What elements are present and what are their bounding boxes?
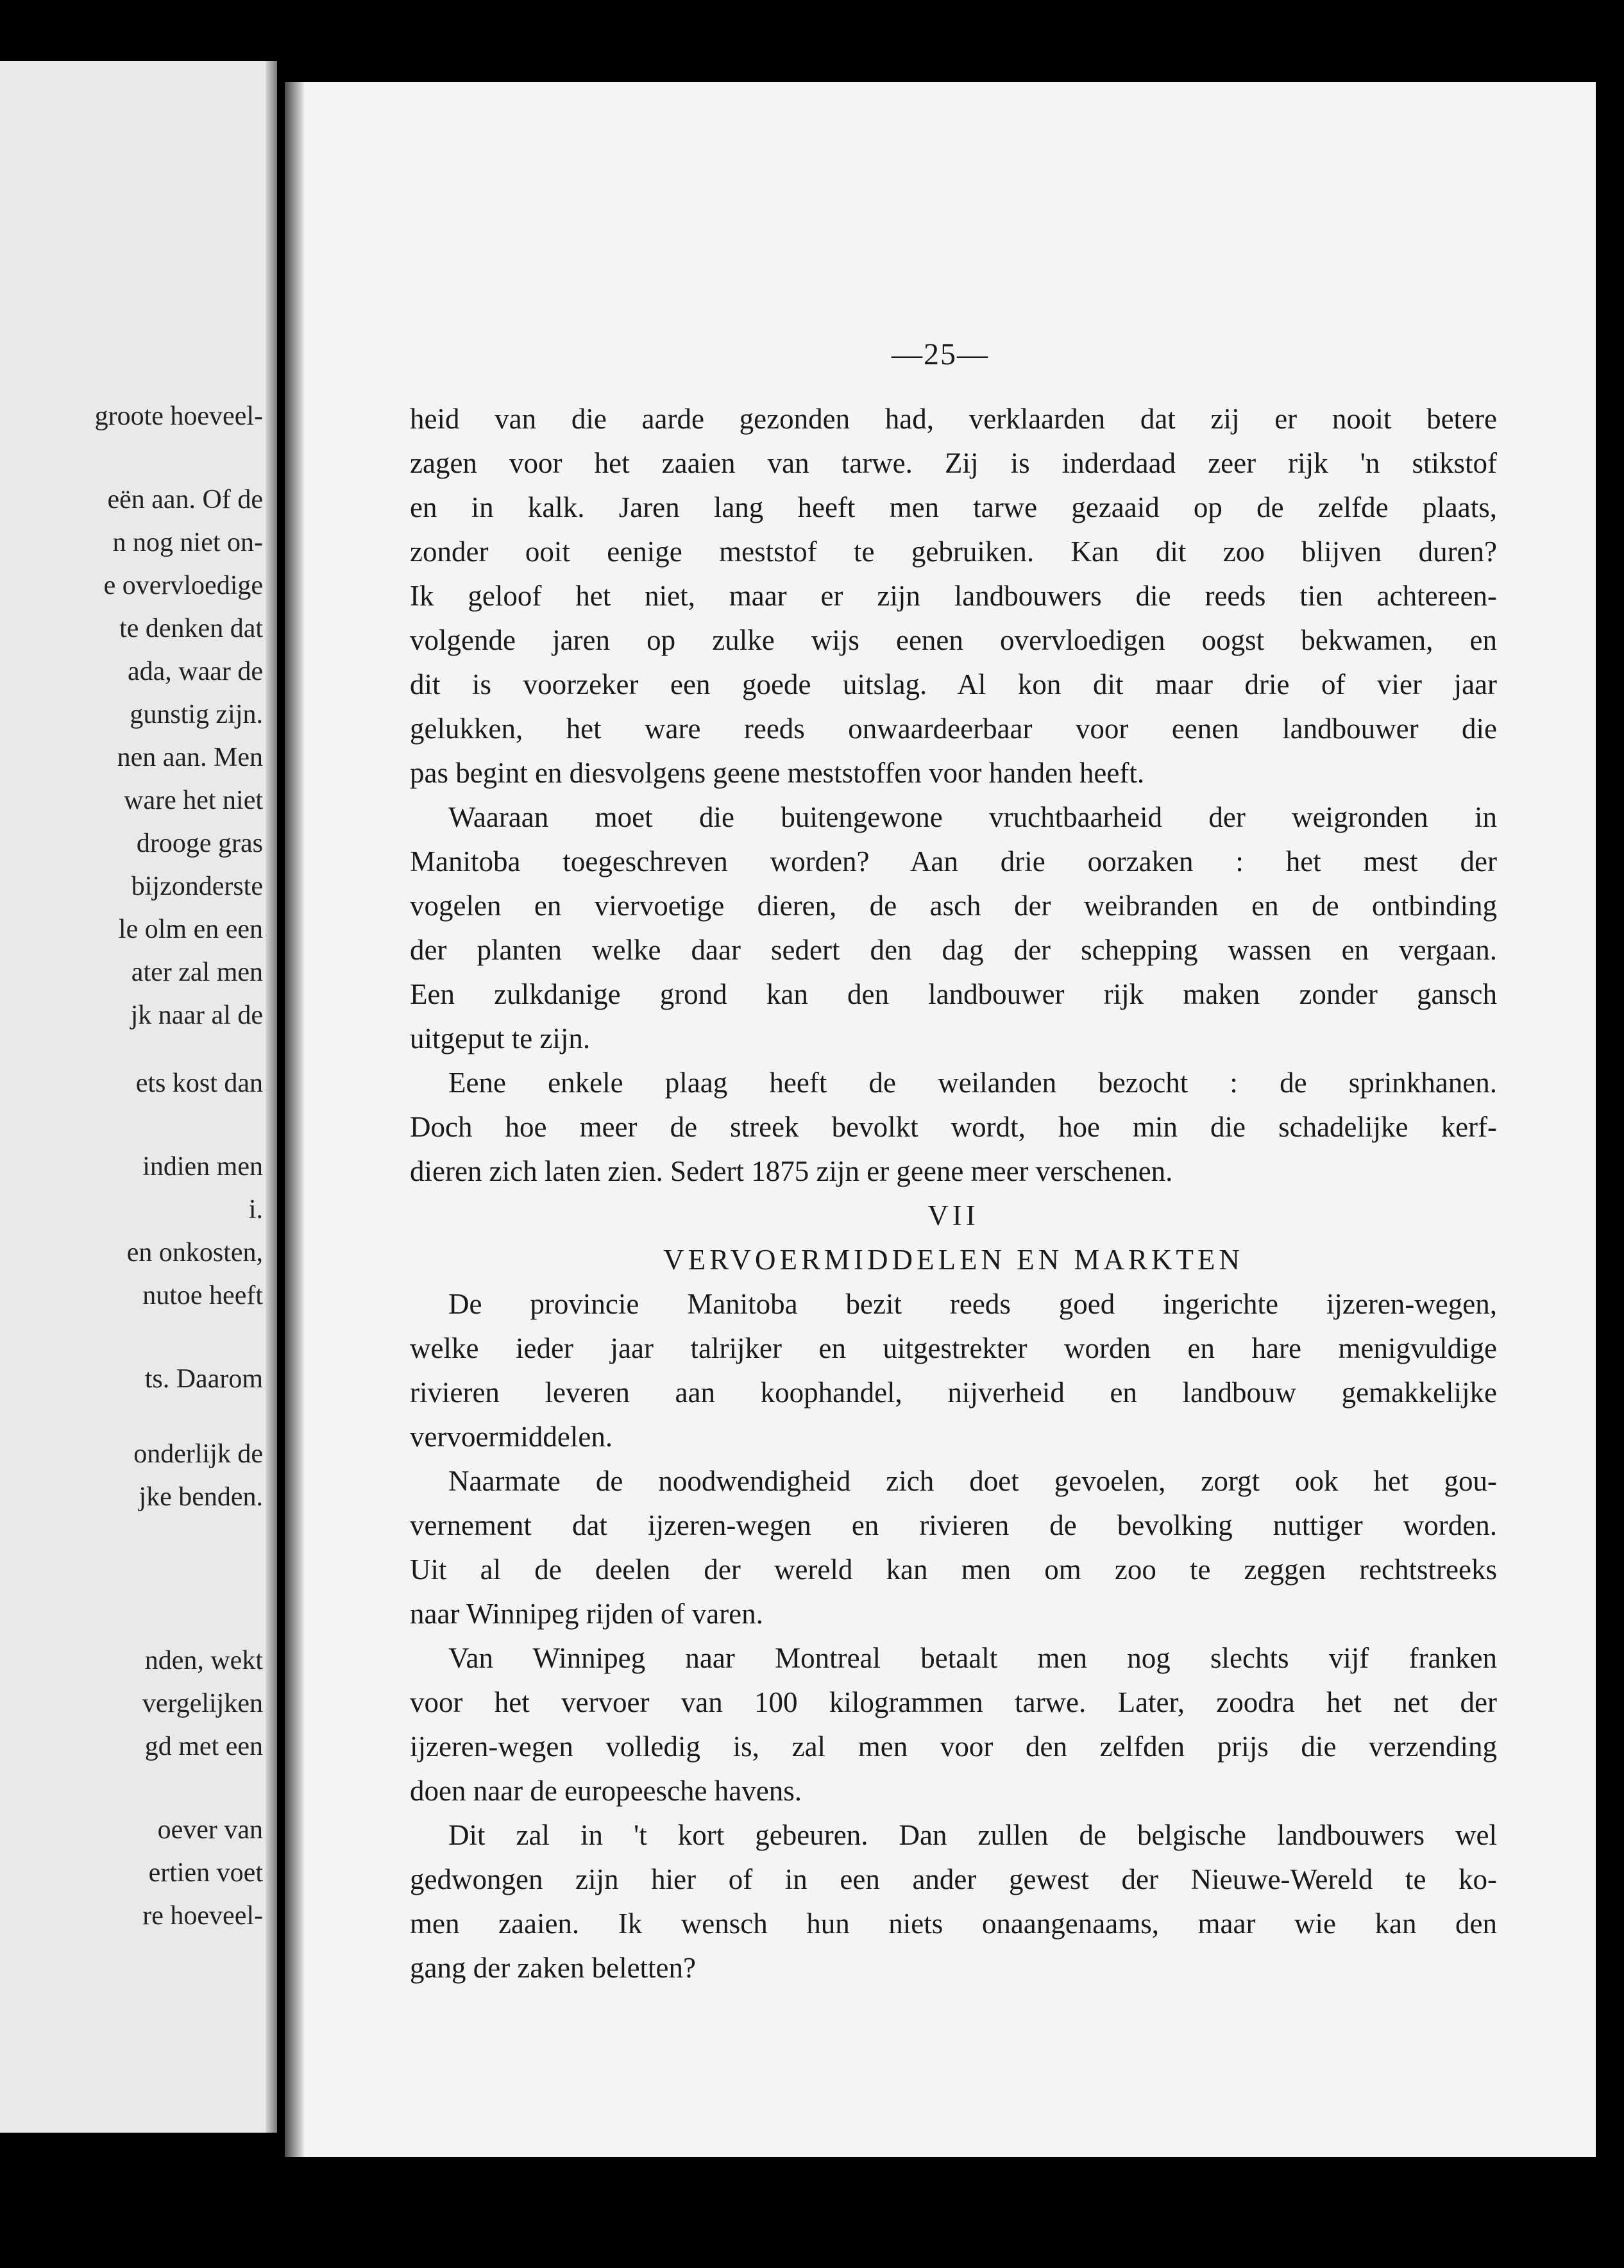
text-line: gang der zaken beletten?: [410, 1952, 697, 1984]
left-text-line: eën aan. Of de: [107, 485, 263, 514]
page-number: —25—: [892, 337, 989, 371]
left-text-line: drooge gras: [136, 829, 263, 858]
book-spine-shadow: [285, 82, 304, 2157]
text-line: De provincie Manitoba bezit reeds goed ingerichte ijzeren-wegen,: [448, 1288, 1497, 1320]
text-line: Ik geloof het niet, maar er zijn landbouwers die reeds tien achtereen-: [410, 580, 1497, 612]
text-line: Waaraan moet die buitengewone vruchtbaarheid der weigronden in: [448, 801, 1497, 833]
left-text-line: nutoe heeft: [142, 1281, 263, 1310]
text-line: Een zulkdanige grond kan den landbouwer rijk maken zonder gansch: [410, 978, 1497, 1010]
text-line: uitgeput te zijn.: [410, 1022, 591, 1054]
left-text-line: ts. Daarom: [144, 1364, 263, 1394]
left-text-line: nden, wekt: [144, 1646, 263, 1675]
page-edge-shadow: [266, 61, 277, 2133]
text-line: doen naar de europeesche havens.: [410, 1775, 802, 1807]
text-line: pas begint en diesvolgens geene meststoffen voor handen heeft.: [410, 757, 1145, 789]
left-text-line: jk naar al de: [130, 1001, 263, 1030]
left-text-line: vergelijken: [142, 1689, 263, 1718]
text-line: voor het vervoer van 100 kilogrammen tarwe. Later, zoodra het net der: [410, 1686, 1497, 1718]
left-text-line: ets kost dan: [135, 1069, 263, 1098]
text-line: zonder ooit eenige meststof te gebruiken. Kan dit zoo blijven duren?: [410, 536, 1497, 568]
text-line: der planten welke daar sedert den dag der schepping wassen en vergaan.: [410, 934, 1497, 966]
section-number: VII: [927, 1199, 979, 1231]
text-line: naar Winnipeg rijden of varen.: [410, 1598, 763, 1630]
left-text-line: jke benden.: [139, 1482, 263, 1512]
left-text-line: ada, waar de: [127, 657, 263, 686]
text-line: welke ieder jaar talrijker en uitgestrekter worden en hare menigvuldige: [410, 1332, 1497, 1364]
left-text-line: n nog niet on-: [112, 528, 263, 557]
section-heading: VERVOERMIDDELEN EN MARKTEN: [663, 1244, 1244, 1276]
text-line: rivieren leveren aan koophandel, nijverheid en landbouw gemakkelijke: [410, 1376, 1497, 1409]
left-text-line: re hoeveel-: [142, 1901, 263, 1931]
text-line: dieren zich laten zien. Sedert 1875 zijn er geene meer verschenen.: [410, 1155, 1173, 1187]
left-text-line: en onkosten,: [126, 1238, 263, 1267]
text-line: Doch hoe meer de streek bevolkt wordt, hoe min die schadelijke kerf-: [410, 1111, 1497, 1143]
text-line: Van Winnipeg naar Montreal betaalt men nog slechts vijf franken: [448, 1642, 1497, 1674]
left-text-line: gunstig zijn.: [130, 700, 263, 729]
text-line: heid van die aarde gezonden had, verklaarden dat zij er nooit betere: [410, 403, 1497, 435]
left-text-line: onderlijk de: [133, 1439, 263, 1469]
text-line: vervoermiddelen.: [410, 1421, 613, 1453]
text-line: gedwongen zijn hier of in een ander gewest der Nieuwe-Wereld te ko-: [410, 1863, 1497, 1895]
left-text-line: nen aan. Men: [117, 743, 263, 772]
text-line: Manitoba toegeschreven worden? Aan drie oorzaken : het mest der: [410, 845, 1497, 877]
text-line: Eene enkele plaag heeft de weilanden bezocht : de sprinkhanen.: [448, 1067, 1497, 1099]
left-text-line: e overvloedige: [103, 571, 263, 600]
text-line: vernement dat ijzeren-wegen en rivieren de bevolking nuttiger worden.: [410, 1509, 1497, 1541]
left-text-line: le olm en een: [118, 915, 263, 944]
body-text: [410, 397, 1497, 1990]
text-line: vogelen en viervoetige dieren, de asch der weibranden en de ontbinding: [410, 890, 1497, 922]
left-page: [0, 61, 277, 2133]
text-line: en in kalk. Jaren lang heeft men tarwe gezaaid op de zelfde plaats,: [410, 491, 1497, 523]
left-text-line: oever van: [157, 1815, 263, 1845]
text-line: gelukken, het ware reeds onwaardeerbaar voor eenen landbouwer die: [410, 713, 1497, 745]
left-text-line: gd met een: [144, 1732, 263, 1761]
left-text-line: i.: [248, 1195, 263, 1224]
text-line: ijzeren-wegen volledig is, zal men voor den zelfden prijs die verzending: [410, 1731, 1497, 1763]
text-line: zagen voor het zaaien van tarwe. Zij is inderdaad zeer rijk 'n stikstof: [410, 447, 1497, 479]
left-text-line: ater zal men: [131, 958, 263, 987]
left-text-line: ware het niet: [124, 786, 263, 815]
left-text-line: te denken dat: [119, 614, 263, 643]
text-line: dit is voorzeker een goede uitslag. Al kon dit maar drie of vier jaar: [410, 668, 1497, 700]
left-text-line: bijzonderste: [131, 872, 263, 901]
right-page: [285, 82, 1596, 2157]
text-line: Naarmate de noodwendigheid zich doet gevoelen, zorgt ook het gou-: [448, 1465, 1497, 1497]
text-line: Uit al de deelen der wereld kan men om zoo te zeggen rechtstreeks: [410, 1553, 1497, 1586]
left-text-line: ertien voet: [148, 1858, 263, 1888]
text-line: volgende jaren op zulke wijs eenen overvloedigen oogst bekwamen, en: [410, 624, 1497, 656]
left-text-line: groote hoeveel-: [94, 402, 263, 431]
left-text-line: indien men: [142, 1152, 263, 1181]
text-line: men zaaien. Ik wensch hun niets onaangenaams, maar wie kan den: [410, 1908, 1497, 1940]
text-line: Dit zal in 't kort gebeuren. Dan zullen de belgische landbouwers wel: [448, 1819, 1497, 1851]
